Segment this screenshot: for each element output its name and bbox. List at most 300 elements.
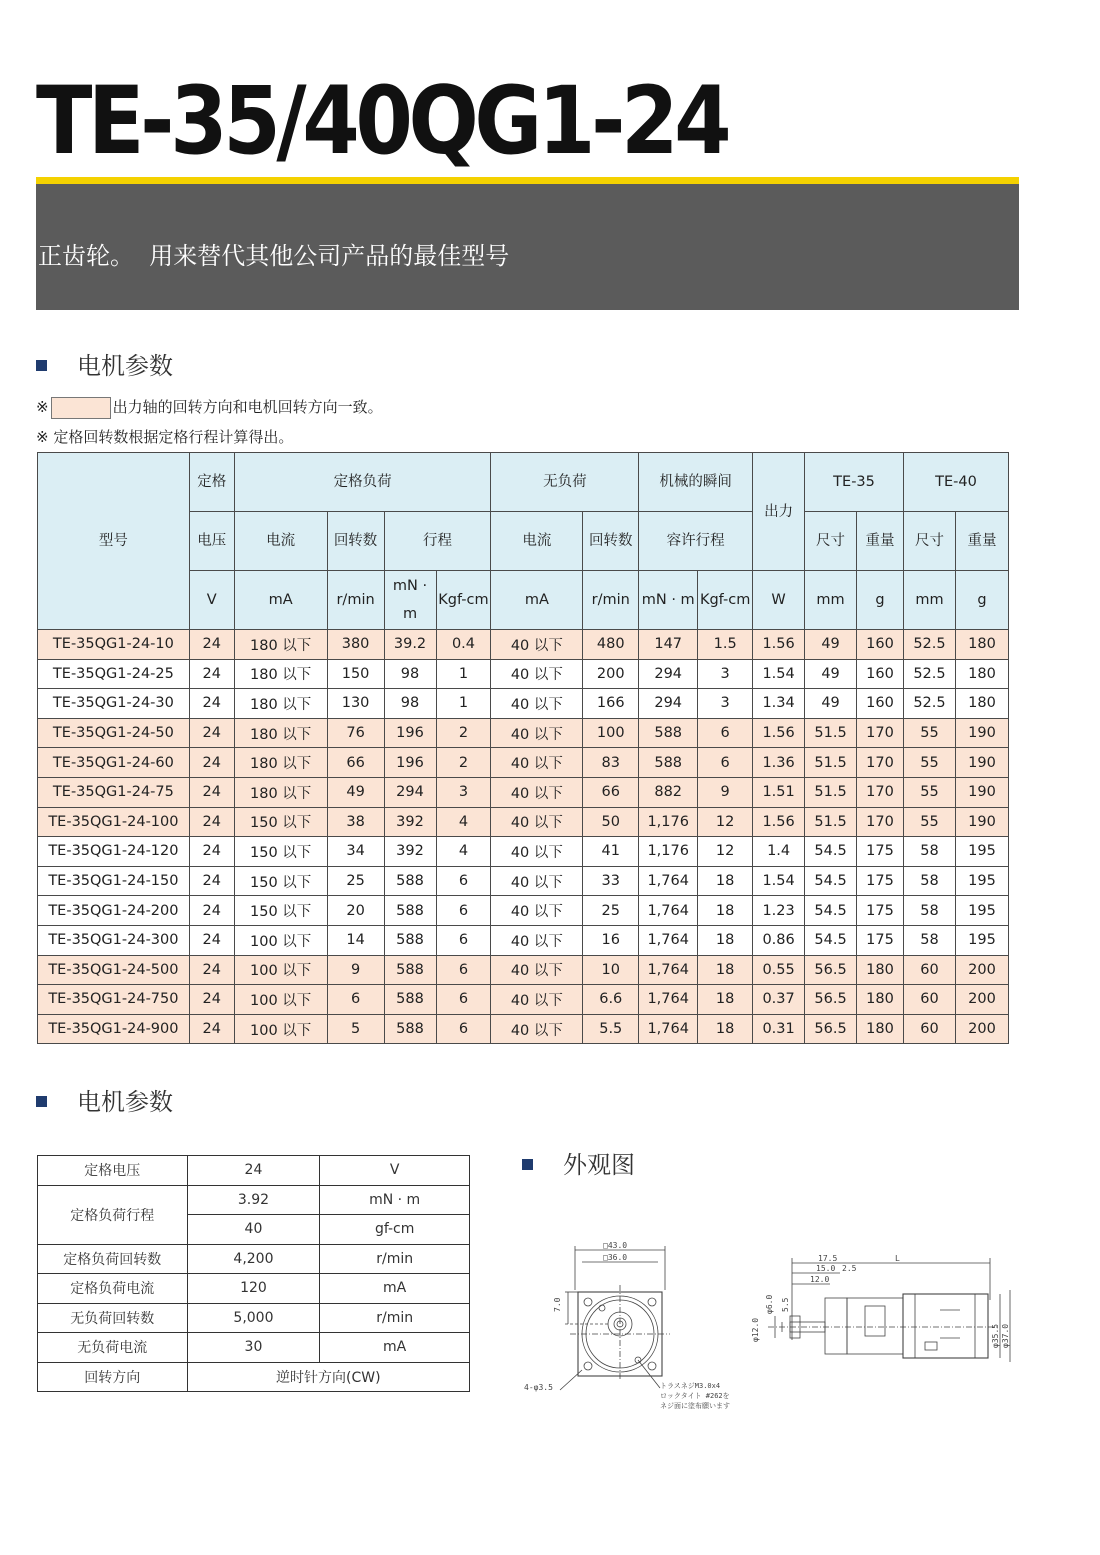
table-row — [38, 866, 1009, 896]
spec-cell: 51.5 — [805, 777, 857, 807]
model-cell: TE-35QG1-24-10 — [38, 630, 190, 660]
unit-rpm2: r/min — [583, 571, 639, 630]
spec-cell: 56.5 — [805, 1014, 857, 1044]
spec-cell: 1,764 — [639, 985, 698, 1015]
spec-cell: 1.56 — [753, 807, 805, 837]
spec-cell: 190 — [955, 807, 1008, 837]
header-current: 电流 — [234, 512, 327, 571]
spec-cell: 18 — [698, 1014, 753, 1044]
spec-cell: 50 — [583, 807, 639, 837]
note-2: ※ 定格回转数根据定格行程计算得出。 — [36, 428, 294, 446]
spec-cell: 480 — [583, 630, 639, 660]
spec-cell: 1,764 — [639, 896, 698, 926]
spec-cell: 180 — [857, 1014, 904, 1044]
unit-kgf: Kgf-cm — [436, 571, 491, 630]
spec-cell: 6 — [436, 866, 491, 896]
side-view — [751, 1254, 1010, 1362]
spec-cell: 180 — [857, 985, 904, 1015]
spec-cell: 9 — [698, 777, 753, 807]
section-title-text: 外观图 — [563, 1151, 635, 1179]
spec-cell: 170 — [857, 748, 904, 778]
spec-cell: 180 以下 — [234, 659, 327, 689]
header-output: 出力 — [753, 453, 805, 571]
banner — [36, 177, 1019, 310]
model-cell: TE-35QG1-24-60 — [38, 748, 190, 778]
spec-cell: 3 — [698, 689, 753, 719]
spec-cell: 40 以下 — [491, 718, 583, 748]
spec-cell: 6 — [436, 896, 491, 926]
dim-7: 7.0 — [553, 1297, 562, 1312]
spec-cell: 83 — [583, 748, 639, 778]
param-label: 无负荷电流 — [38, 1333, 188, 1363]
unit-v: V — [189, 571, 234, 630]
spec-cell: 175 — [857, 896, 904, 926]
note-1-text: 出力轴的回转方向和电机回转方向一致。 — [112, 398, 383, 416]
spec-cell: 18 — [698, 866, 753, 896]
spec-cell: 51.5 — [805, 718, 857, 748]
spec-cell: 180 — [857, 955, 904, 985]
spec-cell: 180 以下 — [234, 630, 327, 660]
spec-cell: 18 — [698, 896, 753, 926]
spec-cell: 6 — [436, 1014, 491, 1044]
spec-cell: 294 — [639, 659, 698, 689]
unit-ma2: mA — [491, 571, 583, 630]
section-title-text: 电机参数 — [77, 352, 173, 380]
spec-cell: 200 — [955, 955, 1008, 985]
spec-cell: 195 — [955, 866, 1008, 896]
spec-cell: 40 以下 — [491, 955, 583, 985]
spec-cell: 588 — [384, 866, 436, 896]
spec-cell: 58 — [903, 866, 955, 896]
spec-cell: 40 以下 — [491, 896, 583, 926]
spec-cell: 196 — [384, 718, 436, 748]
header-instant: 机械的瞬间 — [639, 453, 753, 512]
spec-cell: 12 — [698, 837, 753, 867]
header-size35: 尺寸 — [805, 512, 857, 571]
section-title-text: 电机参数 — [77, 1088, 173, 1116]
spec-cell: 18 — [698, 955, 753, 985]
param-value: 逆时针方向(CW) — [187, 1362, 469, 1392]
spec-cell: 18 — [698, 985, 753, 1015]
table-row — [38, 1185, 470, 1215]
spec-cell: 40 以下 — [491, 659, 583, 689]
square-bullet-icon — [36, 1096, 47, 1107]
spec-cell: 54.5 — [805, 896, 857, 926]
dim-5-5: 5.5 — [781, 1297, 790, 1312]
spec-cell: 40 以下 — [491, 807, 583, 837]
spec-cell: 6.6 — [583, 985, 639, 1015]
spec-cell: 1 — [436, 659, 491, 689]
table-row — [38, 1156, 470, 1186]
spec-cell: 195 — [955, 896, 1008, 926]
unit-kgf2: Kgf-cm — [698, 571, 753, 630]
spec-cell: 55 — [903, 718, 955, 748]
model-cell: TE-35QG1-24-900 — [38, 1014, 190, 1044]
spec-cell: 1.51 — [753, 777, 805, 807]
spec-cell: 56.5 — [805, 985, 857, 1015]
spec-cell: 98 — [384, 659, 436, 689]
spec-cell: 294 — [639, 689, 698, 719]
spec-cell: 55 — [903, 777, 955, 807]
param-value: 24 — [187, 1156, 320, 1186]
spec-cell: 24 — [189, 659, 234, 689]
spec-cell: 180 以下 — [234, 777, 327, 807]
param-value: 5,000 — [187, 1303, 320, 1333]
spec-cell: 1.56 — [753, 718, 805, 748]
spec-cell: 6 — [436, 925, 491, 955]
spec-cell: 170 — [857, 777, 904, 807]
spec-cell: 3 — [698, 659, 753, 689]
spec-cell: 40 以下 — [491, 925, 583, 955]
square-bullet-icon — [522, 1159, 533, 1170]
spec-cell: 24 — [189, 777, 234, 807]
header-nl-speed: 回转数 — [583, 512, 639, 571]
table-row — [38, 1014, 1009, 1044]
spec-cell: 150 以下 — [234, 866, 327, 896]
param-value: 40 — [187, 1215, 320, 1245]
header-model: 型号 — [38, 453, 190, 630]
spec-cell: 6 — [327, 985, 384, 1015]
model-cell: TE-35QG1-24-75 — [38, 777, 190, 807]
spec-cell: 24 — [189, 925, 234, 955]
param-unit: r/min — [320, 1303, 470, 1333]
spec-cell: 200 — [583, 659, 639, 689]
spec-cell: 55 — [903, 807, 955, 837]
spec-cell: 180 — [955, 659, 1008, 689]
spec-cell: 24 — [189, 748, 234, 778]
spec-cell: 100 以下 — [234, 985, 327, 1015]
square-bullet-icon — [36, 360, 47, 371]
spec-cell: 24 — [189, 955, 234, 985]
header-rated-load: 定格负荷 — [234, 453, 491, 512]
spec-cell: 49 — [805, 659, 857, 689]
spec-cell: 170 — [857, 807, 904, 837]
spec-cell: 166 — [583, 689, 639, 719]
spec-cell: 24 — [189, 718, 234, 748]
spec-cell: 24 — [189, 896, 234, 926]
header-te40: TE-40 — [903, 453, 1008, 512]
table-row — [38, 630, 1009, 660]
note-screw: トラスネジM3.0x4 — [660, 1382, 721, 1390]
spec-cell: 33 — [583, 866, 639, 896]
section-title-appearance — [522, 1145, 635, 1180]
spec-cell: 24 — [189, 866, 234, 896]
spec-cell: 1.23 — [753, 896, 805, 926]
spec-cell: 25 — [327, 866, 384, 896]
note-apply: ネジ面に塗布願います — [660, 1402, 730, 1410]
params-table — [37, 1155, 470, 1392]
dim-phi6: φ6.0 — [765, 1294, 774, 1314]
spec-cell: 24 — [189, 985, 234, 1015]
table-row — [38, 1333, 470, 1363]
dim-15: 15.0 — [816, 1264, 836, 1273]
spec-cell: 20 — [327, 896, 384, 926]
spec-cell: 2 — [436, 748, 491, 778]
spec-cell: 1,764 — [639, 866, 698, 896]
model-cell: TE-35QG1-24-25 — [38, 659, 190, 689]
spec-cell: 52.5 — [903, 630, 955, 660]
front-view — [524, 1241, 730, 1410]
param-unit: mA — [320, 1274, 470, 1304]
spec-cell: 180 — [955, 630, 1008, 660]
spec-cell: 1.54 — [753, 866, 805, 896]
spec-cell: 180 以下 — [234, 689, 327, 719]
spec-cell: 98 — [384, 689, 436, 719]
spec-cell: 38 — [327, 807, 384, 837]
spec-cell: 588 — [384, 925, 436, 955]
model-cell: TE-35QG1-24-30 — [38, 689, 190, 719]
unit-rpm: r/min — [327, 571, 384, 630]
dim-17-5: 17.5 — [818, 1254, 838, 1263]
spec-cell: 882 — [639, 777, 698, 807]
spec-cell: 18 — [698, 925, 753, 955]
spec-cell: 39.2 — [384, 630, 436, 660]
spec-cell: 52.5 — [903, 659, 955, 689]
model-cell: TE-35QG1-24-150 — [38, 866, 190, 896]
spec-cell: 100 以下 — [234, 1014, 327, 1044]
spec-cell: 66 — [327, 748, 384, 778]
spec-cell: 150 — [327, 659, 384, 689]
table-row — [38, 1274, 470, 1304]
spec-cell: 1,176 — [639, 837, 698, 867]
header-allow-torque: 容许行程 — [639, 512, 753, 571]
spec-cell: 6 — [436, 985, 491, 1015]
spec-cell: 24 — [189, 1014, 234, 1044]
spec-cell: 24 — [189, 689, 234, 719]
spec-cell: 180 — [955, 689, 1008, 719]
table-row — [38, 807, 1009, 837]
spec-table — [37, 452, 1009, 1044]
model-cell: TE-35QG1-24-100 — [38, 807, 190, 837]
header-nl-current: 电流 — [491, 512, 583, 571]
spec-cell: 294 — [384, 777, 436, 807]
section-title-motor-params — [36, 346, 173, 381]
spec-cell: 40 以下 — [491, 689, 583, 719]
model-cell: TE-35QG1-24-300 — [38, 925, 190, 955]
unit-mnm2: mN · m — [639, 571, 698, 630]
table-row — [38, 837, 1009, 867]
outline-drawing — [520, 1230, 1020, 1420]
spec-cell: 16 — [583, 925, 639, 955]
spec-cell: 588 — [384, 1014, 436, 1044]
dim-2-5: 2.5 — [842, 1264, 857, 1273]
unit-g: g — [857, 571, 904, 630]
spec-cell: 58 — [903, 837, 955, 867]
param-label: 定格负荷行程 — [38, 1185, 188, 1244]
spec-cell: 180 以下 — [234, 718, 327, 748]
table-row — [38, 659, 1009, 689]
spec-cell: 49 — [327, 777, 384, 807]
unit-mm2: mm — [903, 571, 955, 630]
spec-cell: 40 以下 — [491, 630, 583, 660]
spec-cell: 150 以下 — [234, 807, 327, 837]
spec-cell: 1.5 — [698, 630, 753, 660]
spec-cell: 56.5 — [805, 955, 857, 985]
unit-mnm: mN · m — [384, 571, 436, 630]
header-weight40: 重量 — [955, 512, 1008, 571]
spec-cell: 150 以下 — [234, 896, 327, 926]
param-value: 4,200 — [187, 1244, 320, 1274]
header-no-load: 无负荷 — [491, 453, 639, 512]
spec-cell: 175 — [857, 837, 904, 867]
table-row — [38, 955, 1009, 985]
spec-cell: 40 以下 — [491, 985, 583, 1015]
spec-cell: 147 — [639, 630, 698, 660]
param-unit: mN · m — [320, 1185, 470, 1215]
unit-g2: g — [955, 571, 1008, 630]
page-title: TE-35/40QG1-24 — [36, 67, 728, 176]
dim-holes: 4-φ3.5 — [524, 1383, 553, 1392]
spec-cell: 6 — [698, 748, 753, 778]
spec-cell: 190 — [955, 718, 1008, 748]
spec-cell: 160 — [857, 659, 904, 689]
table-row — [38, 689, 1009, 719]
spec-cell: 60 — [903, 1014, 955, 1044]
spec-cell: 52.5 — [903, 689, 955, 719]
dim-12: 12.0 — [810, 1275, 830, 1284]
unit-mm: mm — [805, 571, 857, 630]
note-loctite: ロックタイト #262を — [660, 1392, 730, 1400]
spec-cell: 588 — [639, 718, 698, 748]
spec-cell: 34 — [327, 837, 384, 867]
spec-cell: 1,764 — [639, 955, 698, 985]
spec-cell: 1.56 — [753, 630, 805, 660]
spec-cell: 190 — [955, 777, 1008, 807]
spec-cell: 195 — [955, 925, 1008, 955]
spec-cell: 175 — [857, 866, 904, 896]
spec-cell: 54.5 — [805, 925, 857, 955]
spec-cell: 200 — [955, 1014, 1008, 1044]
header-torque: 行程 — [384, 512, 491, 571]
spec-cell: 66 — [583, 777, 639, 807]
spec-cell: 0.31 — [753, 1014, 805, 1044]
table-row — [38, 985, 1009, 1015]
spec-cell: 200 — [955, 985, 1008, 1015]
param-label: 定格电压 — [38, 1156, 188, 1186]
header-weight35: 重量 — [857, 512, 904, 571]
highlight-swatch — [51, 397, 111, 419]
spec-cell: 160 — [857, 689, 904, 719]
param-value: 120 — [187, 1274, 320, 1304]
spec-cell: 100 以下 — [234, 955, 327, 985]
spec-cell: 4 — [436, 807, 491, 837]
spec-cell: 0.86 — [753, 925, 805, 955]
spec-cell: 14 — [327, 925, 384, 955]
param-unit: V — [320, 1156, 470, 1186]
model-cell: TE-35QG1-24-750 — [38, 985, 190, 1015]
header-rated-top: 定格 — [189, 453, 234, 512]
spec-cell: 380 — [327, 630, 384, 660]
spec-cell: 1.34 — [753, 689, 805, 719]
spec-cell: 1.4 — [753, 837, 805, 867]
spec-cell: 24 — [189, 807, 234, 837]
param-label: 无负荷回转数 — [38, 1303, 188, 1333]
spec-cell: 0.55 — [753, 955, 805, 985]
param-value: 30 — [187, 1333, 320, 1363]
dim-43: □43.0 — [603, 1241, 628, 1250]
banner-text: 正齿轮。 用来替代其他公司产品的最佳型号 — [38, 242, 510, 270]
param-label: 定格负荷回转数 — [38, 1244, 188, 1274]
model-cell: TE-35QG1-24-50 — [38, 718, 190, 748]
spec-cell: 100 — [583, 718, 639, 748]
table-row — [38, 1362, 470, 1392]
header-voltage: 电压 — [189, 512, 234, 571]
spec-cell: 49 — [805, 689, 857, 719]
header-size40: 尺寸 — [903, 512, 955, 571]
spec-cell: 9 — [327, 955, 384, 985]
spec-cell: 12 — [698, 807, 753, 837]
spec-cell: 1.54 — [753, 659, 805, 689]
spec-cell: 58 — [903, 896, 955, 926]
spec-cell: 6 — [698, 718, 753, 748]
dim-36: □36.0 — [603, 1253, 628, 1262]
unit-w: W — [753, 571, 805, 630]
spec-cell: 60 — [903, 985, 955, 1015]
table-row — [38, 718, 1009, 748]
spec-cell: 24 — [189, 837, 234, 867]
table-row — [38, 896, 1009, 926]
spec-cell: 190 — [955, 748, 1008, 778]
spec-cell: 58 — [903, 925, 955, 955]
spec-cell: 588 — [384, 896, 436, 926]
param-unit: gf-cm — [320, 1215, 470, 1245]
table-row — [38, 1303, 470, 1333]
spec-cell: 6 — [436, 955, 491, 985]
spec-cell: 2 — [436, 718, 491, 748]
spec-cell: 1,764 — [639, 1014, 698, 1044]
spec-cell: 1.36 — [753, 748, 805, 778]
dim-phi37: φ37.0 — [1001, 1323, 1010, 1348]
spec-cell: 55 — [903, 748, 955, 778]
spec-cell: 60 — [903, 955, 955, 985]
param-label: 定格负荷电流 — [38, 1274, 188, 1304]
table-row — [38, 1244, 470, 1274]
spec-cell: 4 — [436, 837, 491, 867]
note-1 — [36, 396, 383, 419]
spec-cell: 180 以下 — [234, 748, 327, 778]
spec-cell: 170 — [857, 718, 904, 748]
spec-cell: 0.37 — [753, 985, 805, 1015]
spec-cell: 196 — [384, 748, 436, 778]
spec-cell: 588 — [639, 748, 698, 778]
spec-cell: 5.5 — [583, 1014, 639, 1044]
header-speed: 回转数 — [327, 512, 384, 571]
spec-cell: 392 — [384, 807, 436, 837]
spec-cell: 25 — [583, 896, 639, 926]
spec-cell: 40 以下 — [491, 837, 583, 867]
spec-cell: 5 — [327, 1014, 384, 1044]
spec-cell: 24 — [189, 630, 234, 660]
spec-cell: 588 — [384, 955, 436, 985]
spec-cell: 1,176 — [639, 807, 698, 837]
spec-cell: 0.4 — [436, 630, 491, 660]
spec-cell: 49 — [805, 630, 857, 660]
spec-cell: 40 以下 — [491, 777, 583, 807]
spec-cell: 392 — [384, 837, 436, 867]
dim-L: L — [895, 1254, 900, 1263]
spec-cell: 100 以下 — [234, 925, 327, 955]
spec-cell: 130 — [327, 689, 384, 719]
model-cell: TE-35QG1-24-120 — [38, 837, 190, 867]
dim-phi12: φ12.0 — [751, 1317, 760, 1342]
param-unit: mA — [320, 1333, 470, 1363]
spec-cell: 54.5 — [805, 866, 857, 896]
model-cell: TE-35QG1-24-500 — [38, 955, 190, 985]
spec-cell: 54.5 — [805, 837, 857, 867]
table-row — [38, 925, 1009, 955]
spec-cell: 3 — [436, 777, 491, 807]
spec-cell: 76 — [327, 718, 384, 748]
